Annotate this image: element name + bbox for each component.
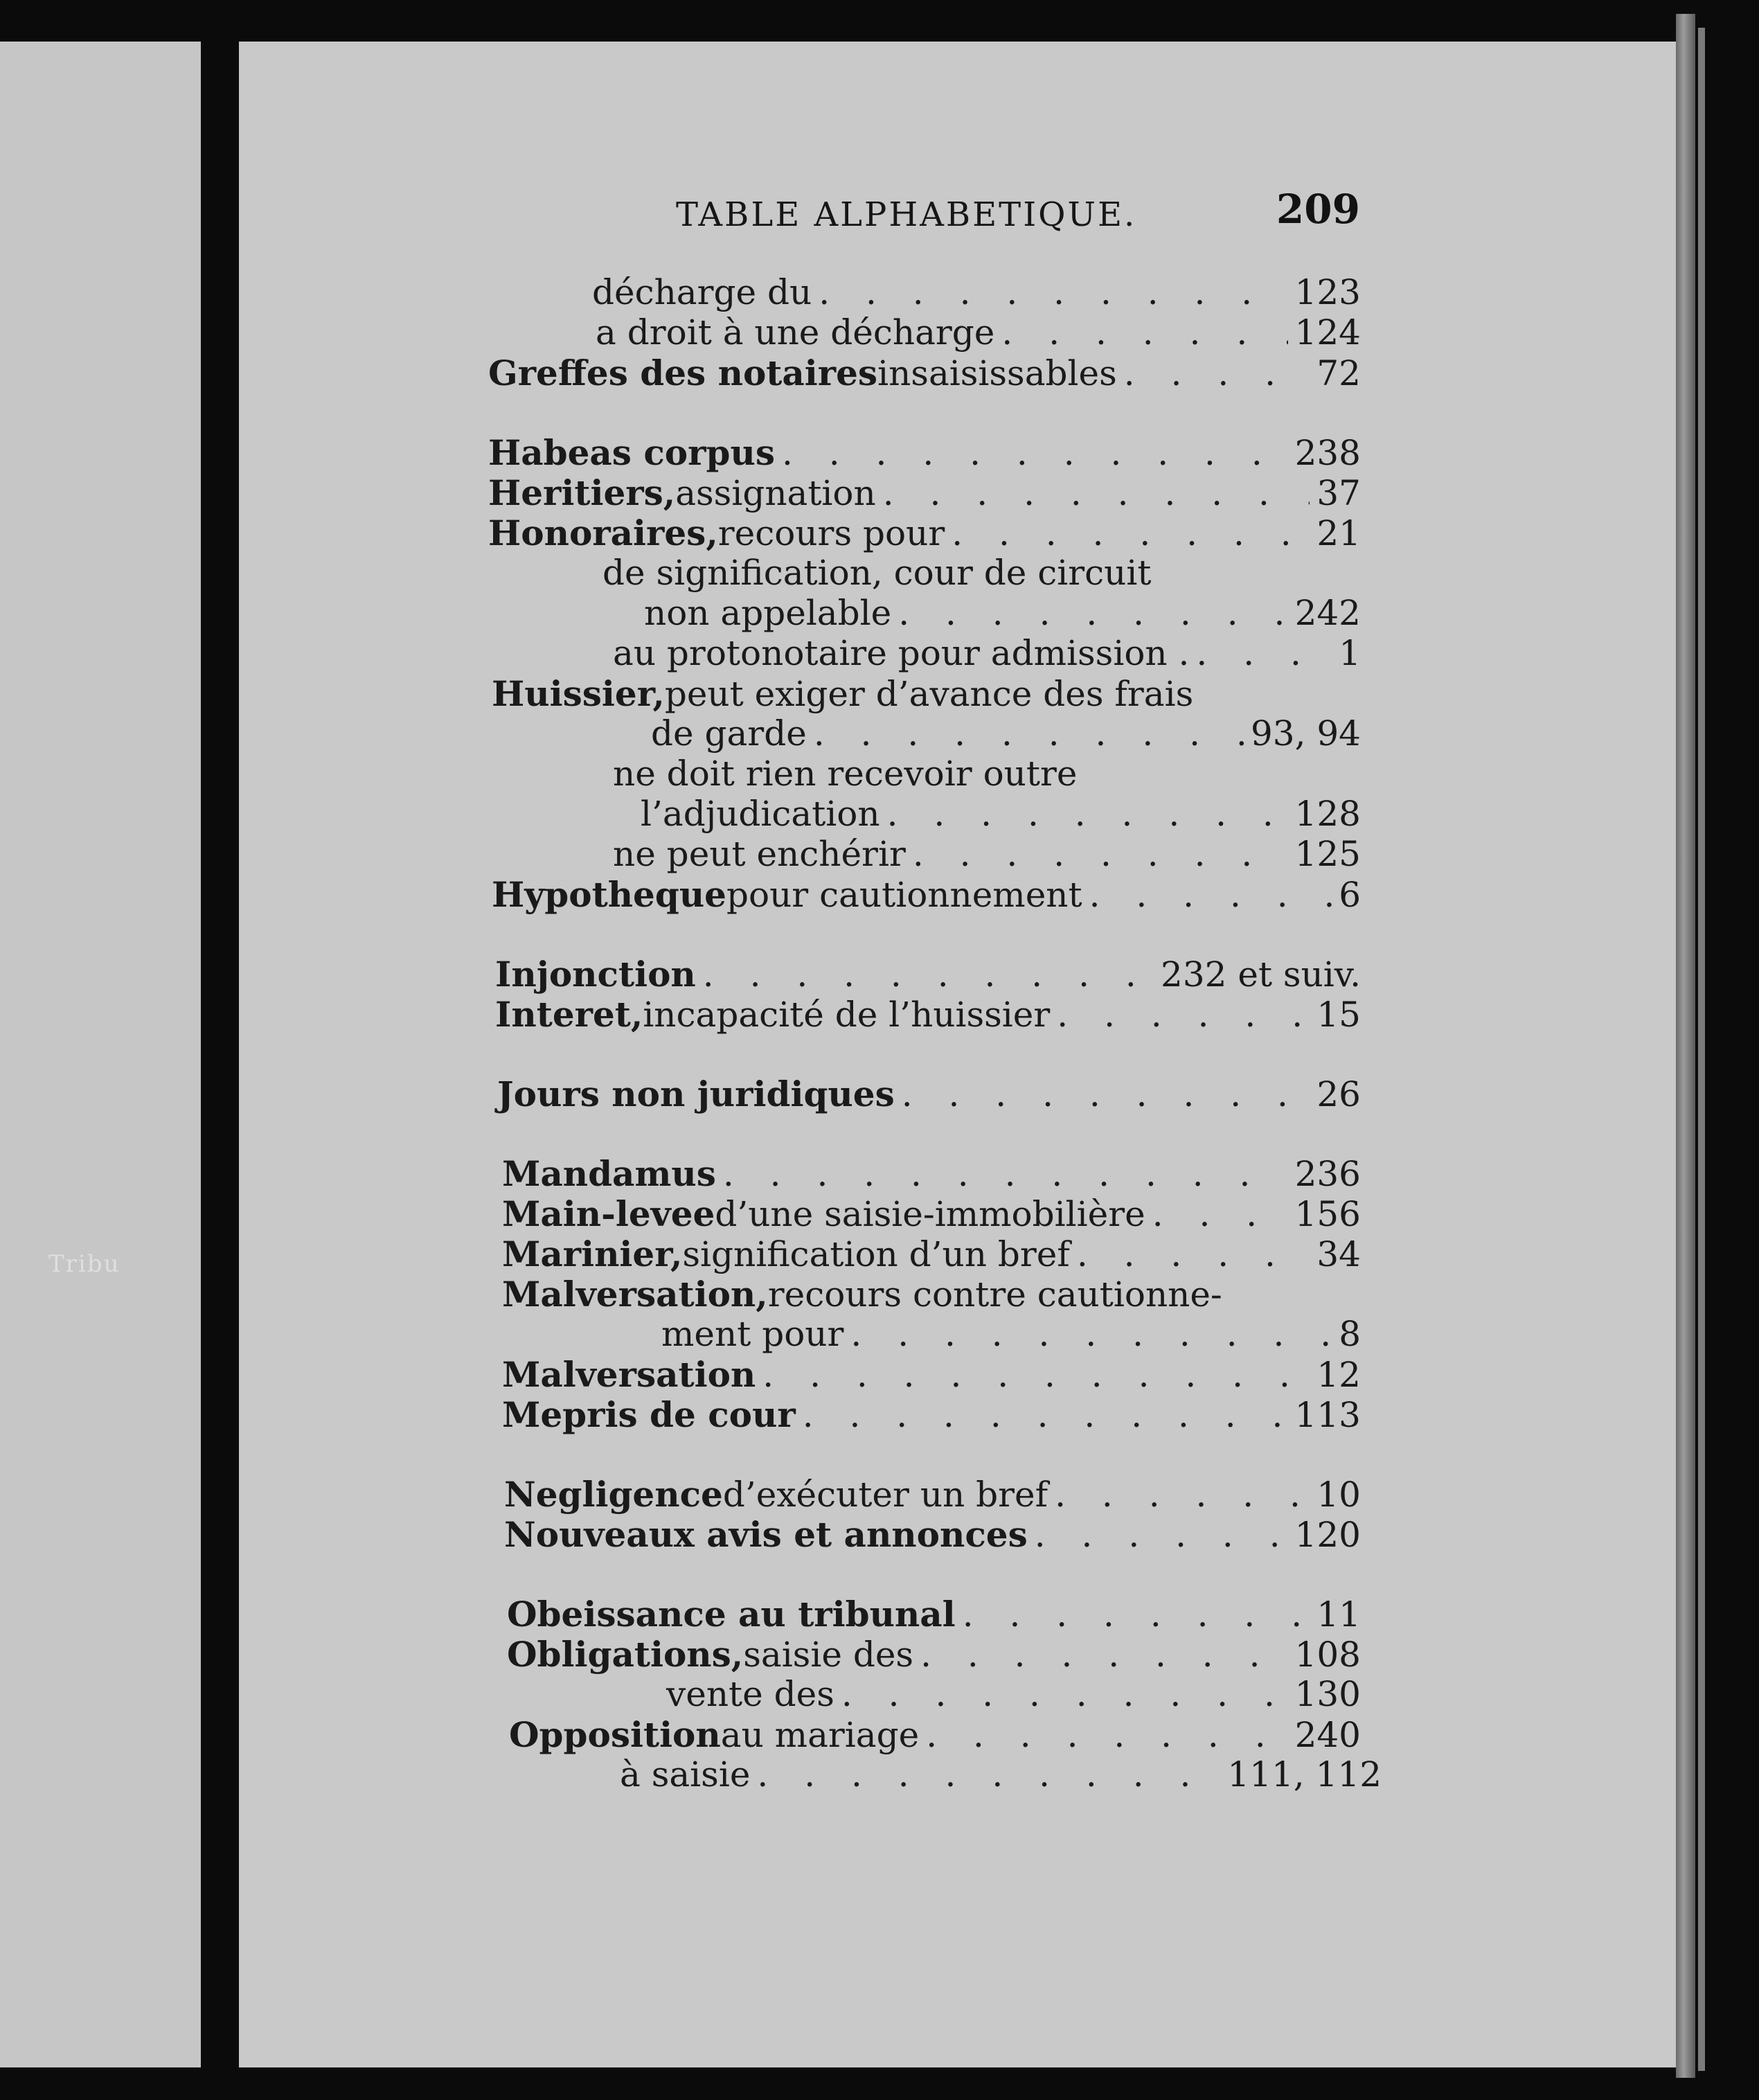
entry-text: au protonotaire pour admission . (613, 633, 1190, 673)
entry-page: 124 (1294, 312, 1361, 353)
index-entry (613, 633, 1361, 673)
page-number: 209 (1276, 186, 1360, 233)
dot-leader (703, 954, 1154, 995)
entry-heading: Habeas corpus (488, 432, 775, 473)
entry-text: vente des (666, 1674, 834, 1714)
dot-leader (883, 473, 1310, 513)
entry-page: 93, 94 (1250, 713, 1361, 754)
dot-leader (814, 713, 1244, 754)
entry-page: 10 (1316, 1475, 1361, 1515)
dot-leader (1124, 353, 1310, 393)
entry-page: 108 (1294, 1635, 1361, 1675)
dot-leader (1055, 1475, 1310, 1515)
entry-page: 34 (1316, 1234, 1361, 1274)
previous-page (0, 42, 201, 2067)
entry-heading: Mandamus (502, 1153, 716, 1194)
dot-leader (1152, 1194, 1288, 1234)
entry-page: 125 (1294, 834, 1361, 874)
entry-heading: Mepris de cour (502, 1394, 796, 1435)
dot-leader (952, 513, 1310, 553)
index-entry (497, 1074, 1361, 1114)
index-entry (492, 874, 1361, 914)
entry-heading: Injonction (495, 954, 696, 995)
dot-leader (841, 1674, 1288, 1714)
entry-text: ne doit rien recevoir outre (613, 754, 1078, 794)
index-entry (507, 1634, 1361, 1674)
dot-leader (1001, 312, 1287, 353)
entry-text: d’une saisie-immobilière (715, 1194, 1145, 1234)
dot-leader (1057, 995, 1310, 1035)
index-entry (620, 1754, 1382, 1795)
entry-text: décharge du (592, 272, 812, 312)
dot-leader (1089, 875, 1332, 915)
entry-heading: Marinier, (502, 1234, 683, 1274)
index-entry (488, 472, 1361, 513)
index-entry (502, 1153, 1361, 1193)
entry-page: 111, 112 (1227, 1754, 1382, 1795)
running-header: TABLE ALPHABETIQUE. (676, 195, 1137, 234)
entry-text: à saisie (620, 1754, 751, 1795)
entry-heading: Interet, (495, 994, 643, 1035)
index-entry (502, 1234, 1361, 1274)
entry-text: peut exiger d’avance des frais (664, 674, 1194, 714)
dot-leader (963, 1594, 1310, 1635)
entry-heading: Malversation, (502, 1274, 768, 1315)
entry-text: signification d’un bref (682, 1234, 1070, 1274)
entry-page: 6 (1339, 875, 1361, 915)
entry-text: au mariage (720, 1715, 920, 1755)
entry-text: de signification, cour de circuit (602, 553, 1152, 593)
index-entry (502, 1274, 1222, 1314)
entry-text: de garde (651, 713, 807, 754)
entry-text: non appelable (644, 593, 892, 633)
entry-text: recours pour (717, 513, 945, 553)
entry-heading: Huissier, (492, 673, 665, 714)
dot-leader (782, 433, 1288, 473)
entry-heading: Obeissance au tribunal (507, 1594, 956, 1635)
dot-leader (757, 1754, 1220, 1795)
index-entry (502, 1354, 1361, 1394)
entry-page: 26 (1316, 1074, 1361, 1114)
entry-page: 11 (1316, 1594, 1361, 1635)
entry-heading: Obligations, (507, 1634, 744, 1675)
entry-page: 21 (1316, 513, 1361, 553)
page-edge (1676, 14, 1695, 2078)
index-entry (502, 1193, 1361, 1234)
entry-text: incapacité de l’huissier (643, 995, 1051, 1035)
entry-page: 242 (1294, 593, 1361, 633)
entry-page: 113 (1294, 1395, 1361, 1435)
entry-text: ment pour (661, 1314, 844, 1354)
index-entry (613, 754, 1077, 794)
dot-leader (902, 1074, 1310, 1114)
index-entry (644, 593, 1361, 633)
index-entry (507, 1594, 1361, 1634)
index-entry (504, 1474, 1361, 1514)
dot-leader (898, 593, 1287, 633)
dot-leader (723, 1154, 1288, 1194)
index-entry (596, 312, 1361, 353)
index-entry (661, 1314, 1361, 1354)
previous-page-ghost-text: Tribu (48, 1250, 120, 1278)
entry-heading: Hypotheque (492, 874, 726, 915)
entry-text: ne peut enchérir (613, 834, 906, 874)
entry-page: 123 (1294, 272, 1361, 312)
entry-heading: Heritiers, (488, 472, 676, 513)
entry-text: insaisissables (877, 353, 1117, 393)
index-entry (492, 673, 1193, 713)
index-entry (509, 1714, 1361, 1754)
index-entry (488, 513, 1361, 553)
dot-leader (819, 272, 1287, 312)
entry-page: 12 (1316, 1355, 1361, 1395)
entry-page: 37 (1316, 473, 1361, 513)
entry-page: 156 (1294, 1194, 1361, 1234)
index-entry (666, 1674, 1361, 1714)
dot-leader (762, 1355, 1310, 1395)
entry-text: saisie des (743, 1635, 914, 1675)
entry-page: 232 et suiv. (1161, 954, 1361, 995)
index-entry (651, 713, 1361, 754)
page-edge-inner (1698, 28, 1705, 2071)
entry-text: assignation (675, 473, 876, 513)
entry-page: 236 (1294, 1154, 1361, 1194)
dot-leader (1196, 633, 1332, 673)
entry-text: d’exécuter un bref (722, 1475, 1048, 1515)
dot-leader (926, 1715, 1287, 1755)
index-entry (602, 553, 1151, 593)
index-entry (613, 834, 1361, 874)
dot-leader (887, 794, 1288, 834)
entry-page: 15 (1316, 995, 1361, 1035)
index-entry (504, 1514, 1361, 1554)
entry-page: 72 (1316, 353, 1361, 393)
index-entry (592, 272, 1361, 312)
dot-leader (803, 1395, 1288, 1435)
dot-leader (850, 1314, 1332, 1354)
index-entry (488, 432, 1361, 472)
entry-heading: Opposition (509, 1714, 721, 1755)
entry-page: 8 (1339, 1314, 1361, 1354)
index-entry (641, 794, 1361, 834)
index-entry (495, 994, 1361, 1034)
entry-text: pour cautionnement (726, 875, 1082, 915)
index-entry (495, 954, 1361, 994)
index-entry (502, 1394, 1361, 1434)
entry-heading: Honoraires, (488, 513, 718, 553)
entry-heading: Nouveaux avis et annonces (504, 1514, 1028, 1555)
entry-page: 238 (1294, 433, 1361, 473)
entry-heading: Jours non juridiques (497, 1074, 895, 1114)
index-entry (488, 353, 1361, 393)
entry-heading: Greffes des notaires (488, 353, 878, 393)
entry-page: 120 (1294, 1515, 1361, 1555)
entry-text: l’adjudication (641, 794, 880, 834)
dot-leader (913, 834, 1288, 874)
entry-text: recours contre cautionne- (767, 1274, 1222, 1315)
entry-heading: Main-levee (502, 1193, 715, 1234)
entry-page: 130 (1294, 1674, 1361, 1714)
dot-leader (920, 1635, 1287, 1675)
entry-heading: Malversation (502, 1354, 756, 1395)
entry-page: 240 (1294, 1715, 1361, 1755)
entry-text: a droit à une décharge (596, 312, 995, 353)
entry-heading: Negligence (504, 1474, 723, 1515)
entry-page: 1 (1339, 633, 1361, 673)
dot-leader (1035, 1515, 1288, 1555)
entry-page: 128 (1294, 794, 1361, 834)
dot-leader (1077, 1234, 1310, 1274)
